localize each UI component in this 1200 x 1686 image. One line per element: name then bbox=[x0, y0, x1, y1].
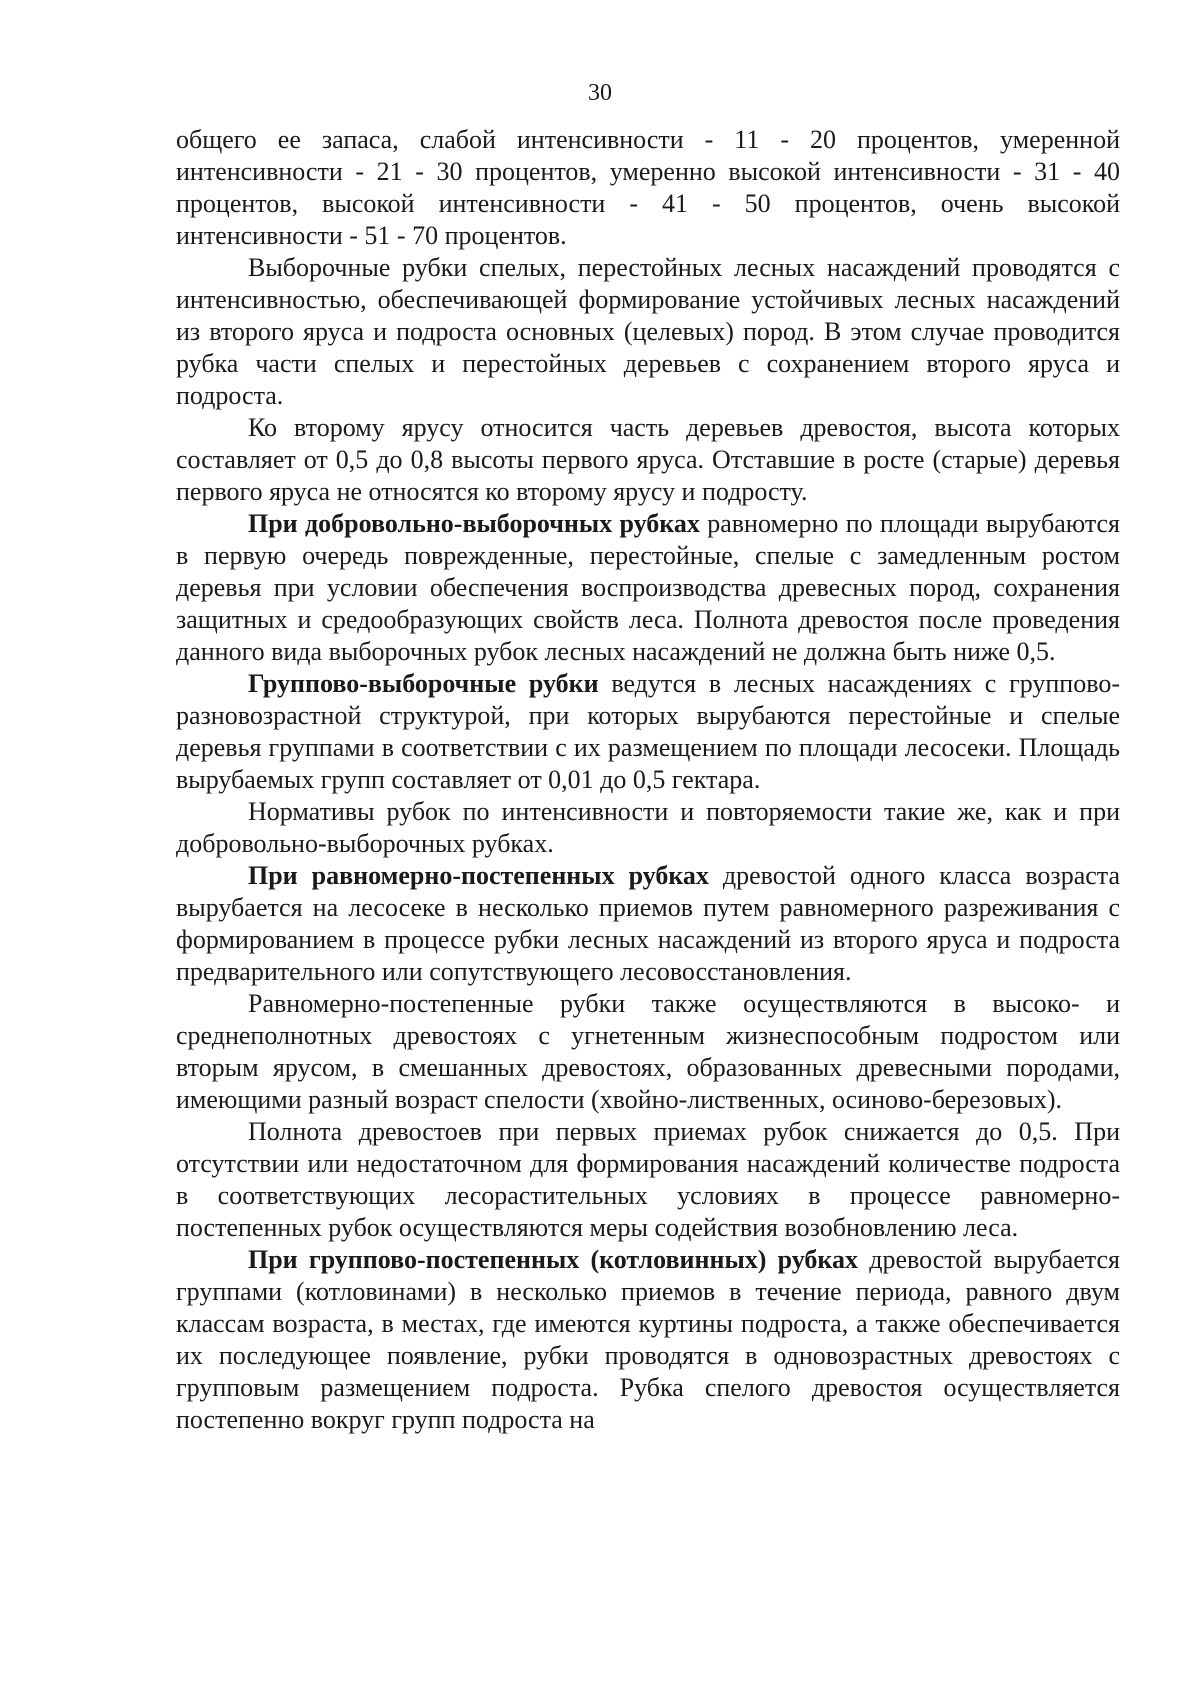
paragraph-text: Выборочные рубки спелых, перестойных лесных насаждений проводятся с интенсивностью, обеспечивающей формирование устойчивых лесных насаждений из второго яруса и подроста основных (целевых) пород. В этом случае проводится рубка части спелых и перестойных деревьев с сохранением второго яруса и подроста. bbox=[176, 253, 1120, 410]
paragraph-text: ведутся в лесных насаждениях с группово-разновозрастной структурой, при которых вырубаются перестойные и спелые деревья группами в соответствии с их размещением по площади лесосеки. Площадь вырубаемых групп составляет от 0,01 до 0,5 гектара. bbox=[176, 669, 1120, 794]
paragraph-6 bbox=[176, 796, 1120, 860]
paragraph-bold-lead: При равномерно-постепенных рубках bbox=[248, 861, 709, 890]
paragraph-2 bbox=[176, 252, 1120, 412]
paragraph-10 bbox=[176, 1244, 1120, 1436]
paragraph-text: Нормативы рубок по интенсивности и повторяемости такие же, как и при добровольно-выборочных рубках. bbox=[176, 797, 1120, 858]
paragraph-text: древостой вырубается группами (котловинами) в несколько приемов в течение периода, равного двум классам возраста, в местах, где имеются куртины подроста, а также обеспечивается их последующее появление, рубки проводятся в одновозрастных древостоях с групповым размещением подроста. Рубка спелого древостоя осуществляется постепенно вокруг групп подроста на bbox=[176, 1245, 1120, 1434]
paragraph-text: общего ее запаса, слабой интенсивности - 11 - 20 процентов, умеренной интенсивности - 21 - 30 процентов, умеренно высокой интенсивности - 31 - 40 процентов, высокой интенсивности - 41 - 50 процентов, очень высокой интенсивности - 51 - 70 процентов. bbox=[176, 125, 1120, 250]
document-body bbox=[176, 124, 1120, 1436]
paragraph-bold-lead: При группово-постепенных (котловинных) рубках bbox=[248, 1245, 859, 1274]
paragraph-1 bbox=[176, 124, 1120, 252]
page-number: 30 bbox=[588, 80, 612, 106]
paragraph-text: Равномерно-постепенные рубки также осуществляются в высоко- и среднеполнотных древостоях с угнетенным жизнеспособным подростом или вторым ярусом, в смешанных древостоях, образованных древесными породами, имеющими разный возраст спелости (хвойно-лиственных, осиново-березовых). bbox=[176, 989, 1120, 1114]
paragraph-7 bbox=[176, 860, 1120, 988]
paragraph-5 bbox=[176, 668, 1120, 796]
paragraph-text: древостой одного класса возраста вырубается на лесосеке в несколько приемов путем равномерного разреживания с формированием в процессе рубки лесных насаждений из второго яруса и подроста предварительного или сопутствующего лесовосстановления. bbox=[176, 861, 1120, 986]
paragraph-bold-lead: При добровольно-выборочных рубках bbox=[248, 509, 700, 538]
paragraph-text: Полнота древостоев при первых приемах рубок снижается до 0,5. При отсутствии или недостаточном для формирования насаждений количестве подроста в соответствующих лесорастительных условиях в процессе равномерно-постепенных рубок осуществляются меры содействия возобновлению леса. bbox=[176, 1117, 1120, 1242]
paragraph-3 bbox=[176, 412, 1120, 508]
paragraph-bold-lead: Группово-выборочные рубки bbox=[248, 669, 599, 698]
paragraph-4 bbox=[176, 508, 1120, 668]
paragraph-text: равномерно по площади вырубаются в первую очередь поврежденные, перестойные, спелые с замедленным ростом деревья при условии обеспечения воспроизводства древесных пород, сохранения защитных и средообразующих свойств леса. Полнота древостоя после проведения данного вида выборочных рубок лесных насаждений не должна быть ниже 0,5. bbox=[176, 509, 1120, 666]
paragraph-text: Ко второму ярусу относится часть деревьев древостоя, высота которых составляет от 0,5 до 0,8 высоты первого яруса. Отставшие в росте (старые) деревья первого яруса не относятся ко второму ярусу и подросту. bbox=[176, 413, 1120, 506]
paragraph-9 bbox=[176, 1116, 1120, 1244]
paragraph-8 bbox=[176, 988, 1120, 1116]
